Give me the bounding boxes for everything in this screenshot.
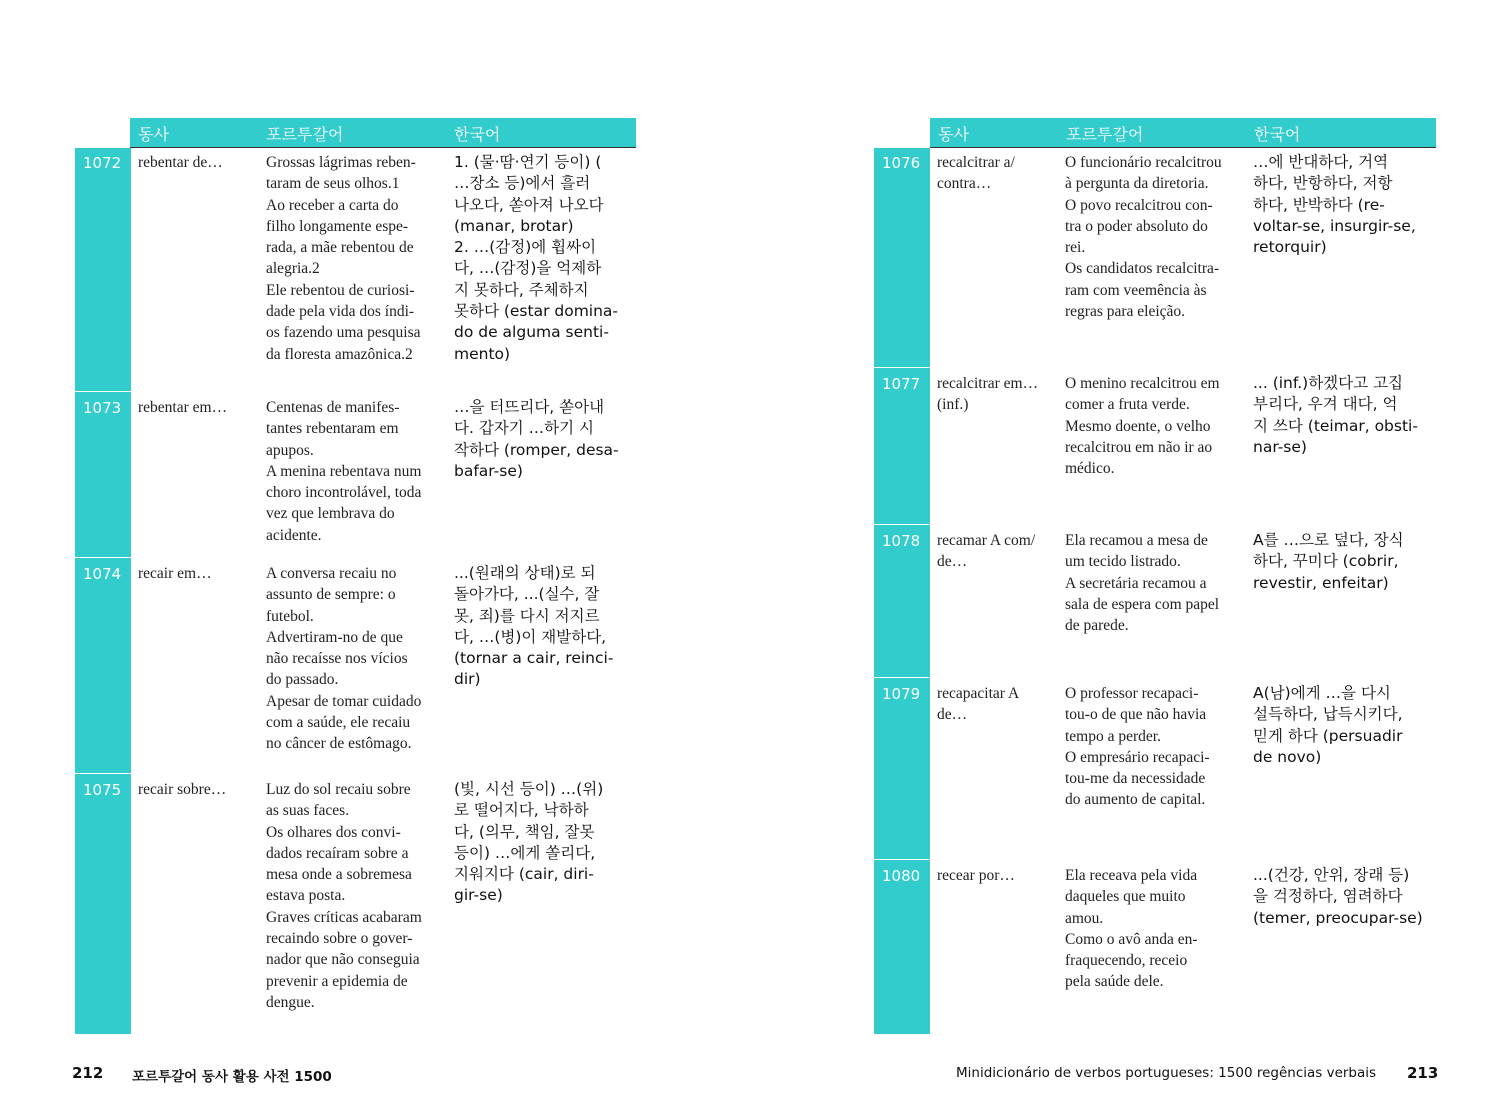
entry-portuguese: Ela recamou a mesa de um tecido listrado. A secretária recamou a sala de espera com papel de parede. (1065, 532, 1220, 635)
entry-portuguese: Centenas de manifes- tantes rebentaram em apupos. A menina rebentava num choro incontrolável, toda vez que lembrava do acidente. (266, 399, 422, 544)
entry-korean: A를 …으로 덮다, 장식 하다, 꾸미다 (cobrir, revestir, enfeitar) (1253, 531, 1404, 592)
entry-verb: recapacitar A de… (937, 685, 1020, 724)
header-verb: 동사 (938, 125, 969, 144)
header-portuguese: 포르투갈어 (266, 125, 344, 144)
row-separator (75, 773, 131, 774)
header-rule (130, 147, 636, 148)
page-number: 212 (72, 1064, 104, 1082)
entry-verb: recalcitrar a/ contra… (937, 154, 1015, 193)
entry-korean: (빛, 시선 등이) …(위) 로 떨어지다, 낙하하 다, (의무, 책임, 잘못 등이) …에게 쏠리다, 지워지다 (cair, diri- gir-se) (454, 780, 604, 905)
entry-verb: recear por… (937, 867, 1015, 884)
entry-verb: recalcitrar em… (inf.) (937, 375, 1039, 414)
entry-number: 1076 (882, 154, 921, 172)
entry-korean: ...(건강, 안위, 장래 등) 을 걱정하다, 염려하다 (temer, preocupar-se) (1253, 866, 1423, 927)
entry-number: 1075 (83, 781, 122, 799)
book-title: Minidicionário de verbos portugueses: 1500 regências verbais (956, 1065, 1377, 1081)
entry-portuguese: O funcionário recalcitrou à pergunta da diretoria. O povo recalcitrou con- tra o poder absoluto do rei. Os candidatos recalcitra- ram com veemência às regras para eleição. (1065, 154, 1222, 321)
entry-number: 1072 (83, 154, 122, 172)
page-number: 213 (1407, 1064, 1439, 1082)
entry-portuguese: A conversa recaiu no assunto de sempre: o futebol. Advertiram-no de que não recaísse nos vícios do passado. Apesar de tomar cuidado com a saúde, ele recaiu no câncer de estômago. (266, 565, 422, 753)
entry-number: 1074 (83, 565, 122, 583)
entry-korean: ... (inf.)하겠다고 고집 부리다, 우겨 대다, 억 지 쓰다 (teimar, obsti- nar-se) (1253, 374, 1418, 456)
entry-verb: recair em… (138, 565, 212, 582)
entry-korean: ...(원래의 상태)로 되 돌아가다, ...(실수, 잘 못, 죄)를 다시 저지르 다, …(병)이 재발하다, (tornar a cair, reinci- dir) (454, 564, 614, 689)
entry-number: 1079 (882, 685, 921, 703)
book-title: 포르투갈어 동사 활용 사전 1500 (132, 1069, 332, 1085)
entry-verb: recair sobre… (138, 781, 227, 798)
entry-number: 1073 (83, 399, 122, 417)
entry-korean: 1. (물·땀·연기 등이) ( …장소 등)에서 흘러 나오다, 쏟아져 나오다 (manar, brotar) 2. …(감정)에 휩싸이 다, …(감정)을 억제하 지 못하다, 주체하지 못하다 (estar domina- do de alguma senti- mento) (454, 153, 619, 363)
row-separator (874, 859, 930, 860)
entry-number: 1080 (882, 867, 921, 885)
entry-portuguese: Ela receava pela vida daqueles que muito amou. Como o avô anda en- fraquecendo, receio pela saúde dele. (1065, 867, 1198, 991)
entry-korean: A(남)에게 …을 다시 설득하다, 납득시키다, 믿게 하다 (persuadir de novo) (1253, 684, 1403, 766)
entry-verb: rebentar de… (138, 154, 223, 171)
entry-number: 1077 (882, 375, 921, 393)
table-header (930, 118, 1436, 147)
entry-portuguese: O professor recapaci- tou-o de que não havia tempo a perder. O empresário recapaci- tou-me da necessidade do aumento de capital. (1065, 685, 1210, 809)
number-column (874, 148, 930, 1034)
row-separator (874, 677, 930, 678)
entry-korean: …을 터뜨리다, 쏟아내 다. 갑자기 …하기 시 작하다 (romper, desa- bafar-se) (454, 398, 619, 480)
row-separator (874, 524, 930, 525)
row-separator (75, 557, 131, 558)
header-portuguese: 포르투갈어 (1066, 125, 1144, 144)
entry-korean: …에 반대하다, 거역 하다, 반항하다, 저항 하다, 반박하다 (re- voltar-se, insurgir-se, retorquir) (1253, 153, 1416, 257)
number-column (75, 148, 131, 1034)
entry-number: 1078 (882, 532, 921, 550)
header-korean: 한국어 (454, 125, 501, 144)
entry-portuguese: Grossas lágrimas reben- taram de seus olhos.1 Ao receber a carta do filho longamente espe- rada, a mãe rebentou de alegria.2 Ele rebentou de curiosi- dade pela vida dos índi- os fazendo uma pesquisa da floresta amazônica.2 (266, 154, 421, 363)
header-korean: 한국어 (1254, 125, 1301, 144)
entry-portuguese: O menino recalcitrou em comer a fruta verde. Mesmo doente, o velho recalcitrou em não ir ao médico. (1065, 375, 1220, 478)
row-separator (75, 391, 131, 392)
entry-portuguese: Luz do sol recaiu sobre as suas faces. Os olhares dos convi- dados recaíram sobre a mesa onde a sobremesa estava posta. Graves críticas acabaram recaindo sobre o gover- nador que não conseguia prevenir a epidemia de dengue. (266, 781, 422, 1011)
header-rule (930, 147, 1436, 148)
entry-verb: recamar A com/ de… (937, 532, 1036, 571)
header-verb: 동사 (138, 125, 169, 144)
table-header (130, 118, 636, 147)
entry-verb: rebentar em… (138, 399, 228, 416)
row-separator (874, 367, 930, 368)
